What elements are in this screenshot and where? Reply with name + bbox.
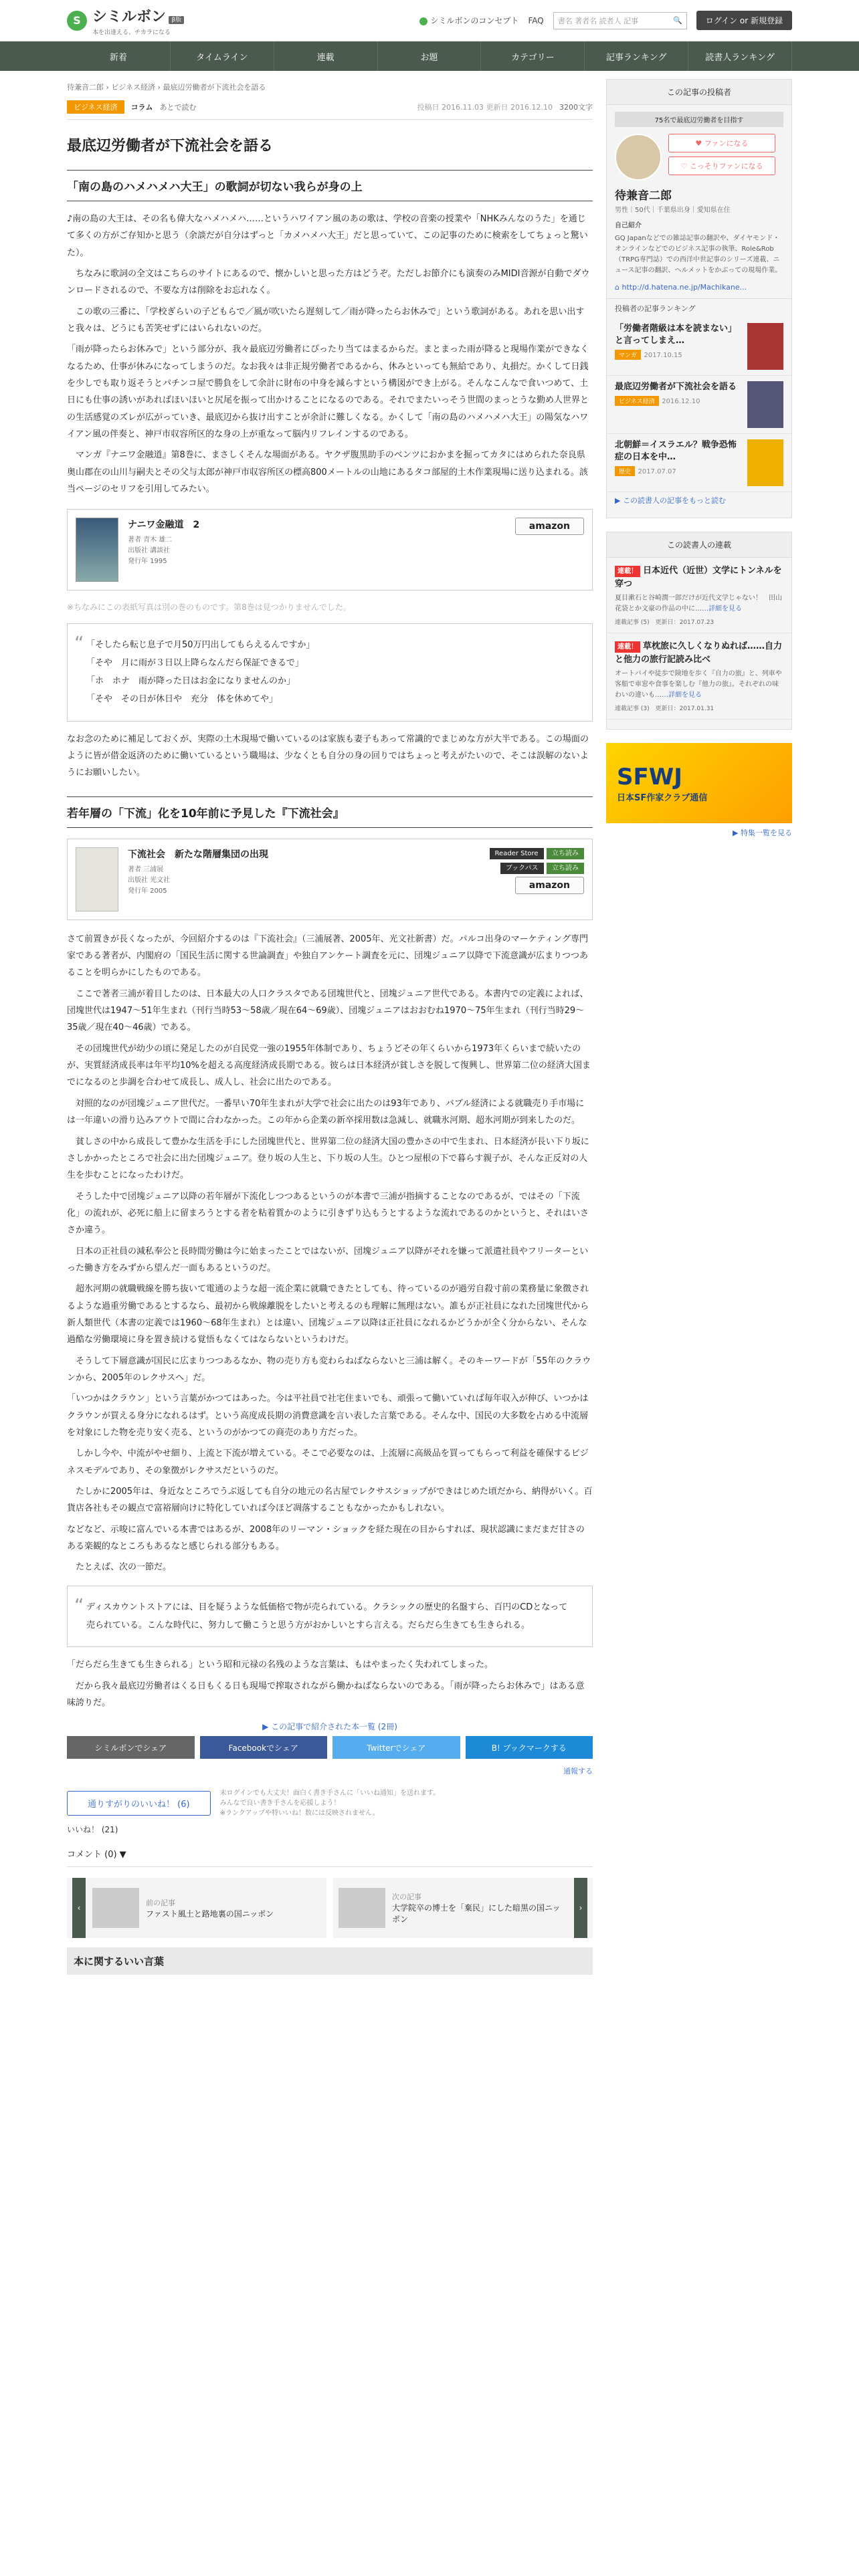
ranking-date: 2017.10.15 [644, 352, 682, 360]
banner-subtitle: 日本SF作家クラブ通信 [617, 792, 708, 803]
book-card-2 [67, 839, 593, 920]
share-twitter-button[interactable]: Twitterでシェア [332, 1736, 460, 1759]
book-publisher: 出版社 光文社 [128, 877, 171, 885]
ranking-item[interactable] [607, 434, 791, 492]
ranking-title: 北朝鮮＝イスラエル？戦争恐怖症の日本を中… [615, 440, 737, 463]
avatar[interactable] [615, 134, 662, 181]
paragraph: ♪南の島の大王は、その名も偉大なハメハメハ……というハワイアン風のあの歌は、学校の音楽の授業や「NHKみんなのうた」を通じて多くの方がご存知かと思う（余談だが自分はずっと「カメハメハ大王」だと思っていて、この記事のために検索をしてちょっと驚いた）。 [67, 214, 588, 258]
preview-button[interactable]: 立ち読み [547, 863, 584, 874]
nav-timeline[interactable]: タイムライン [171, 41, 274, 71]
secret-fan-button[interactable]: ♡ こっそりファンになる [668, 156, 775, 175]
ranking-item[interactable] [607, 376, 791, 434]
series-title: 日本近代（近世）文学にトンネルを穿つ [615, 566, 782, 589]
sidebar [606, 79, 792, 1975]
ranking-item[interactable] [607, 318, 791, 376]
paragraph: 対照的なのが団塊ジュニア世代だ。一番早い70年生まれが大学で社会に出たのは93年であり、バブル経済による就職売り手市場には一年違いの滑り込みアウトで間に合わなかった。この年から企業の新卒採用数は急減し、就職氷河期、超氷河期が到来したのだ。 [67, 1098, 585, 1126]
main-nav [0, 41, 859, 71]
ranking-category: ビジネス経済 [615, 396, 659, 406]
book-title[interactable]: 下流社会 新たな階層集団の出現 [128, 849, 268, 860]
like-note: みんなで良い書き手さんを応援しよう！ [219, 1800, 341, 1808]
book-year: 発行年 1995 [128, 557, 167, 565]
nav-reader-ranking[interactable]: 読書人ランキング [688, 41, 792, 71]
sfwj-banner[interactable] [606, 743, 792, 823]
ranking-category: 歴史 [615, 466, 635, 476]
paragraph: 超氷河期の就職戦線を勝ち抜いて電通のような超一流企業に就職できたとしても、待っているのが過労自殺寸前の業務量に象徴されるような過重労働であるとするなら、最初から戦線離脱をしたいと考えるのも理解に無理はない。誰もが正社員になれた団塊世代から新人類世代（本書の定義では1960〜68年生まれ）とは違い、団塊ジュニア以降は正社員になれるかどうかが全く分からない、そんな過酷な労働環境に身を置き続ける覚悟もなくてはならないというわけだ。 [67, 1284, 589, 1346]
paragraph: そうした中で団塊ジュニア以降の若年層が下流化しつつあるというのが本書で三浦が指摘することなのであるが、ではその「下流化」の流れが、必死に船上に留まろうとする者を粘着質かのように引きずり込もうとするような流れであるのかというと、それはいささか違う。 [67, 1191, 589, 1236]
book-year: 発行年 2005 [128, 887, 167, 895]
ranking-title: 最底辺労働者が下流社会を語る [615, 382, 737, 392]
amazon-button[interactable]: amazon [515, 877, 584, 894]
share-hatena-button[interactable]: B! ブックマークする [466, 1736, 593, 1759]
read-later-button[interactable]: あとで読む [159, 103, 197, 112]
books-list-link[interactable]: ▶ この記事で紹介された本一覧 (2冊) [262, 1722, 397, 1732]
paragraph: さて前置きが長くなったが、今回紹介するのは『下流社会』（三浦展著、2005年、光文社新書）だ。パルコ出身のマーケティング専門家である著者が、内閣府の「国民生活に関する世論調査」や独自アンケート調査を元に、団塊ジュニア以降で下流意識が広まりつつあることを明らかにしたものである。 [67, 934, 589, 978]
share-simirubon-button[interactable]: シミルボンでシェア [67, 1736, 195, 1759]
paragraph: その団塊世代が幼少の頃に発足したのが自民党一強の1955年体制であり、ちょうどその年くらいから1973年くらいまで続いたのが、実質経済成長率は年平均10%を超える高度経済成長期である。彼らは日本経済が貧しさを脱して復興し、世界第二位の経済大国までになるのと歩調を合わせて成長し、成人し、社会に出たのである。 [67, 1043, 591, 1088]
paragraph: ちなみに歌詞の全文はこちらのサイトにあるので、懐かしいと思った方はどうぞ。ただしお節介にも演奏のみMIDI音源が自動でダウンロードされるので、不要な方は削除をお忘れなく。 [67, 269, 590, 296]
length: 3200文字 [559, 103, 593, 112]
paragraph: だから我々最底辺労働者はくる日もくる日も現場で搾取されながら働かねばならないのである。「雨が降ったらお休みで」はある意味誇りだ。 [67, 1681, 585, 1709]
comment-toggle[interactable]: コメント (0) ▼ [67, 1842, 593, 1867]
article-meta [67, 100, 593, 120]
fans-count: 75名で最底辺労働者を目指す [615, 112, 783, 127]
more-articles-link[interactable]: ▶ この読書人の記事をもっと読む [615, 496, 726, 505]
series-title: 草枕旅に久しくなりぬれば……自力と他力の旅行記読み比べ [615, 641, 783, 665]
book-author: 著者 三浦展 [128, 866, 164, 874]
like-note: 未ログインでも大丈夫！面白く書き手さんに「いいね通知」を送れます。 [219, 1790, 440, 1798]
ranking-heading: 投稿者の記事ランキング [607, 298, 791, 318]
preview-button[interactable]: 立ち読み [547, 848, 584, 859]
readerstore-button[interactable]: Reader Store [490, 848, 544, 859]
ranking-date: 2017.07.07 [638, 468, 676, 476]
prev-label: 前の記事 [146, 1898, 175, 1907]
series-more-link[interactable]: …詳細を見る [702, 605, 742, 613]
prev-title: ファスト風土と路地裏の国ニッポン [146, 1909, 274, 1919]
next-label: 次の記事 [392, 1893, 421, 1902]
cover-note: ※ちなみにこの表紙写真は別の巻のものです。第8巻は見つかりませんでした。 [67, 602, 351, 612]
book-cover[interactable] [76, 847, 118, 911]
breadcrumb[interactable]: 待兼音二郎 › ビジネス経済 › 最底辺労働者が下流社会を語る [67, 83, 266, 92]
quote-block-1 [67, 623, 593, 722]
author-website-link[interactable]: ⌂ http://d.hatena.ne.jp/Machikane... [615, 283, 747, 292]
ranking-thumbnail [747, 381, 783, 428]
logo-name: シミルボン [92, 8, 167, 25]
chevron-left-icon: ‹ [72, 1878, 86, 1938]
paragraph: 「だらだら生きても生きられる」という昭和元禄の名残のような言葉は、もはやまったく失われてしまった。 [67, 1660, 494, 1671]
like-count: いいね！ (21) [67, 1825, 118, 1835]
quote-line: 「そや その日が休日や 充分 体を休めてや」 [86, 694, 278, 705]
fan-button[interactable]: ♥ ファンになる [668, 134, 775, 152]
next-article[interactable] [333, 1878, 593, 1938]
series-text: オートバイや徒歩で険地を歩く『自力の旅』と、列車や客船で車窓や食事を楽しむ『他力の旅』。それぞれの味わいの違いも… [615, 670, 782, 699]
ranking-title: 「労働者階級は本を読まない」と言ってしまえ… [615, 324, 737, 346]
dates: 投稿日 2016.11.03 更新日 2016.12.10 [417, 103, 553, 112]
paragraph: 日本の正社員の減私奉公と長時間労働は今に始まったことではないが、団塊ジュニア以降がそれを嫌って派遣社員やフリーターといった働き方をみずから望んだ一面もあるというのだ。 [67, 1246, 589, 1273]
nav-category[interactable]: カテゴリー [481, 41, 585, 71]
paragraph: 「雨が降ったらお休みで」という部分が、我々最底辺労働者にぴったり当てはまるからだ。まとまった雨が降ると現場作業ができなくなるため、仕事が休みになってしまうのだ。なお我々は非正規労働者であるから、休みといっても無給であり、丸損だ。かくして日銭を少しでも取り返そうとパチンコ屋で勝負をして余計に財布の中身を減らすという構図ができ上がる。そんなこんなで食いつめて、土日にも仕事の誘いがあればほいほいと尻尾を振って出かけることになるのである。それでまたいっそう世間のまっとうな勤め人世界との生活感覚のズレが広がっていき、最底辺から抜け出すことが余計に難しくなる。かくして「南の島のハメハメハ大王」の陽気なハワイアン風の伴奏と、神戸市収容所区的な身の上が重なって脳内リフレインするのである。 [67, 344, 589, 440]
paragraph: マンガ『ナニワ金融道』第8巻に、まさしくそんな場面がある。ヤクザ腹黒助手のベンツにおかまを掘ってカタにはめられた奈良県奥山郡在の山川与嗣夫とその父与太郎が神戸市収容所区の標高800メートルの山地にあるタコ部屋的土木作業現場に送り込まれる。該当ページのセリフを引用してみたい。 [67, 450, 588, 495]
paragraph: この歌の三番に、「学校ぎらいの子どもらで／風が吹いたら遅刻して／雨が降ったらお休みで」という歌詞がある。あれを思い出すと我々は、どうにも苦笑せずにはいられないのだ。 [67, 306, 585, 334]
book-author: 著者 青木 雄二 [128, 536, 173, 544]
bio-heading: 自己紹介 [615, 222, 642, 229]
nav-themes[interactable]: お題 [378, 41, 482, 71]
concept-icon [419, 17, 427, 25]
author-bio: GQ Japanなどでの雑誌記事の翻訳や、ダイヤモンド・オンラインなどでのビジネス記事の執筆、Role&Rob（TRPG専門誌）での西洋中世記事のシリーズ連載、ニュース記事の翻訳、ヘルメットをかぶっての現場作業。 [615, 235, 782, 274]
series-tag: 連載！ [615, 641, 640, 653]
quote-line: “ 「そしたら転じ息子で月50万円出してもらえるんですか」 [86, 639, 315, 650]
ranking-date: 2016.12.10 [662, 398, 700, 406]
top-bar [0, 0, 859, 41]
prev-article[interactable] [67, 1878, 326, 1938]
series-meta: 連載記事 (5) 更新日：2017.07.23 [615, 619, 714, 626]
bottom-section-heading: 本に関するいい言葉 [67, 1947, 593, 1975]
ranking-thumbnail [747, 439, 783, 486]
like-area [67, 1788, 593, 1818]
author-meta: 男性｜50代｜千葉県出身｜愛知県在住 [615, 207, 731, 214]
paragraph: ここで著者三浦が着目したのは、日本最大の人口クラスタである団塊世代と、団塊ジュニア世代である。本書内での定義によれば、団塊世代は1947〜51年生まれ（刊行当時53〜58歳／現在64〜69歳）、団塊ジュニアはおおむね1970〜75年生まれ（刊行当時29〜35歳／現在40〜46歳）である。 [67, 988, 589, 1033]
category-badge[interactable]: ビジネス経済 [67, 100, 124, 114]
book-publisher: 出版社 講談社 [128, 546, 171, 554]
concept-link[interactable]: シミルボンのコンセプト [419, 15, 518, 26]
site-logo[interactable] [67, 5, 184, 36]
like-note: ※ランクアップや特いいね！数には反映されません。 [219, 1810, 379, 1818]
section-heading-1: 「南の島のハメハメハ大王」の歌詞が切ない我らが身の上 [67, 170, 593, 201]
banner-title: SFWJ [617, 763, 682, 790]
login-button[interactable]: ログイン or 新規登録 [696, 11, 792, 30]
share-facebook-button[interactable]: Facebookでシェア [200, 1736, 328, 1759]
next-title: 大学院卒の博士を「棄民」にした暗黒の国ニッポン [392, 1903, 561, 1925]
search-input[interactable]: 書名 著者名 読者人 記事 🔍 [553, 12, 687, 29]
book-title[interactable]: ナニワ金融道 2 [128, 519, 200, 530]
article-pager [67, 1878, 593, 1938]
ranking-category: マンガ [615, 350, 641, 360]
share-bar [67, 1736, 593, 1759]
paragraph: などなど、示唆に富んでいる本書ではあるが、2008年のリーマン・ショックを経た現在の目からすれば、現状認識にまだまだ甘さのある楽観的なところもあるなと感じられる部分もある。 [67, 1524, 585, 1552]
nav-article-ranking[interactable]: 記事ランキング [585, 41, 688, 71]
special-list-link[interactable]: ▶ 特集一覧を見る [733, 829, 792, 837]
nav-new[interactable]: 新着 [67, 41, 171, 71]
search-icon[interactable]: 🔍 [672, 16, 682, 25]
beta-tag: β版 [169, 16, 184, 24]
paragraph: 「いつかはクラウン」という言葉がかつてはあった。今は平社員で社宅住まいでも、頑張って働いていれば毎年収入が伸び、いつかはクラウンが買える身分になれるはず。という高度成長期の消費意識を言い表した言葉である。そんな中、国民の大多数を占める中流層を対象にした物を売り安く売る、というのがかつての商売のあり方だった。 [67, 1394, 589, 1438]
paragraph: なお念のために補足しておくが、実際の土木現場で働いているのは家族も妻子もあって常識的でまじめな方が大半である。この場面のように皆が借金返済のために働いているという職場は、少なくとも自分の身の回りではちょっと考えがたいので、そこは誤解のないようにお願いしたい。 [67, 734, 589, 778]
section-heading-2: 若年層の「下流」化を10年前に予見した『下流社会』 [67, 796, 593, 828]
chevron-right-icon: › [574, 1878, 587, 1938]
series-more-link[interactable]: …詳細を見る [662, 691, 702, 699]
article [67, 79, 593, 1975]
ranking-thumbnail [747, 323, 783, 370]
report-link[interactable]: 通報する [563, 1767, 593, 1776]
author-name[interactable]: 待兼音二郎 [615, 189, 672, 203]
author-box [606, 79, 792, 518]
author-box-title: この記事の投稿者 [607, 80, 791, 105]
like-button[interactable]: 通りすがりのいいね！ (6) [67, 1791, 211, 1816]
logo-mark-icon: S [67, 11, 87, 31]
series-box [606, 532, 792, 730]
bookpass-button[interactable]: ブックパス [500, 863, 544, 874]
type-label: コラム [130, 103, 153, 112]
nav-series[interactable]: 連載 [274, 41, 378, 71]
series-item[interactable] [607, 633, 791, 720]
series-tag: 連載！ [615, 566, 640, 577]
paragraph: しかし今や、中流がやせ細り、上流と下流が増えている。そこで必要なのは、上流層に高級品を買ってもらって利益を確保するビジネスモデルであり、その象徴がレクサスだというのだ。 [67, 1448, 589, 1476]
paragraph: たしかに2005年は、身近なところでうぶ返しても自分の地元の名古屋でレクサスショップができはじめた頃だから、納得がいく。百貨店各社もその観点で富裕層向けに特化していれば今ほど凋落することもなかったかもしれない。 [67, 1487, 593, 1514]
series-meta: 連載記事 (3) 更新日：2017.01.31 [615, 706, 714, 712]
series-text: 夏目漱石と谷崎潤一郎だけが近代文学じゃない！ 田山花袋とか文豪の作品の中に… [615, 595, 782, 613]
quote-line: 「そや 月に雨が３日以上降らなんだら保証できるで」 [86, 657, 304, 668]
page-title: 最底辺労働者が下流社会を語る [67, 138, 274, 154]
paragraph: そうして下層意識が国民に広まりつつあるなか、物の売り方も変わらねばならないと三浦は解く。そのキーワードが「55年のクラウンから、2005年のレクサスへ」だ。 [67, 1356, 591, 1383]
paragraph: たとえば、次の一節だ。 [67, 1562, 172, 1573]
next-thumbnail [339, 1888, 385, 1928]
amazon-button[interactable]: amazon [515, 518, 584, 535]
prev-thumbnail [92, 1888, 139, 1928]
quote-block-2: “ ディスカウントストアには、目を疑うような低価格で物が売られている。クラシックの歴史的名盤すら、百円のCDとなって売られている。こんな時代に、努力して働こうと思う方がおかしいとすら言える。だらだら生きても生きられる。 [67, 1586, 593, 1648]
series-box-title: この読書人の連載 [607, 532, 791, 558]
quote-line: 「ホ ホナ 雨が降った日はお金になりませんのか」 [86, 676, 296, 687]
series-item[interactable] [607, 558, 791, 633]
logo-subtitle: 本を出逢える、チカラになる [92, 29, 171, 36]
paragraph: 貧しさの中から成長して豊かな生活を手にした団塊世代と、世界第二位の経済大国の豊かさの中で生まれ、日本経済が長い下り坂にさしかかったところで社会に出た団塊ジュニア。登り坂の人生と、下り坂の人生。ひとつ屋根の下で暮らす親子が、そんな正反対の人生を歩むことになったわけだ。 [67, 1136, 589, 1181]
book-cover[interactable] [76, 518, 118, 582]
faq-link[interactable]: FAQ [528, 15, 544, 25]
book-card-1 [67, 509, 593, 591]
